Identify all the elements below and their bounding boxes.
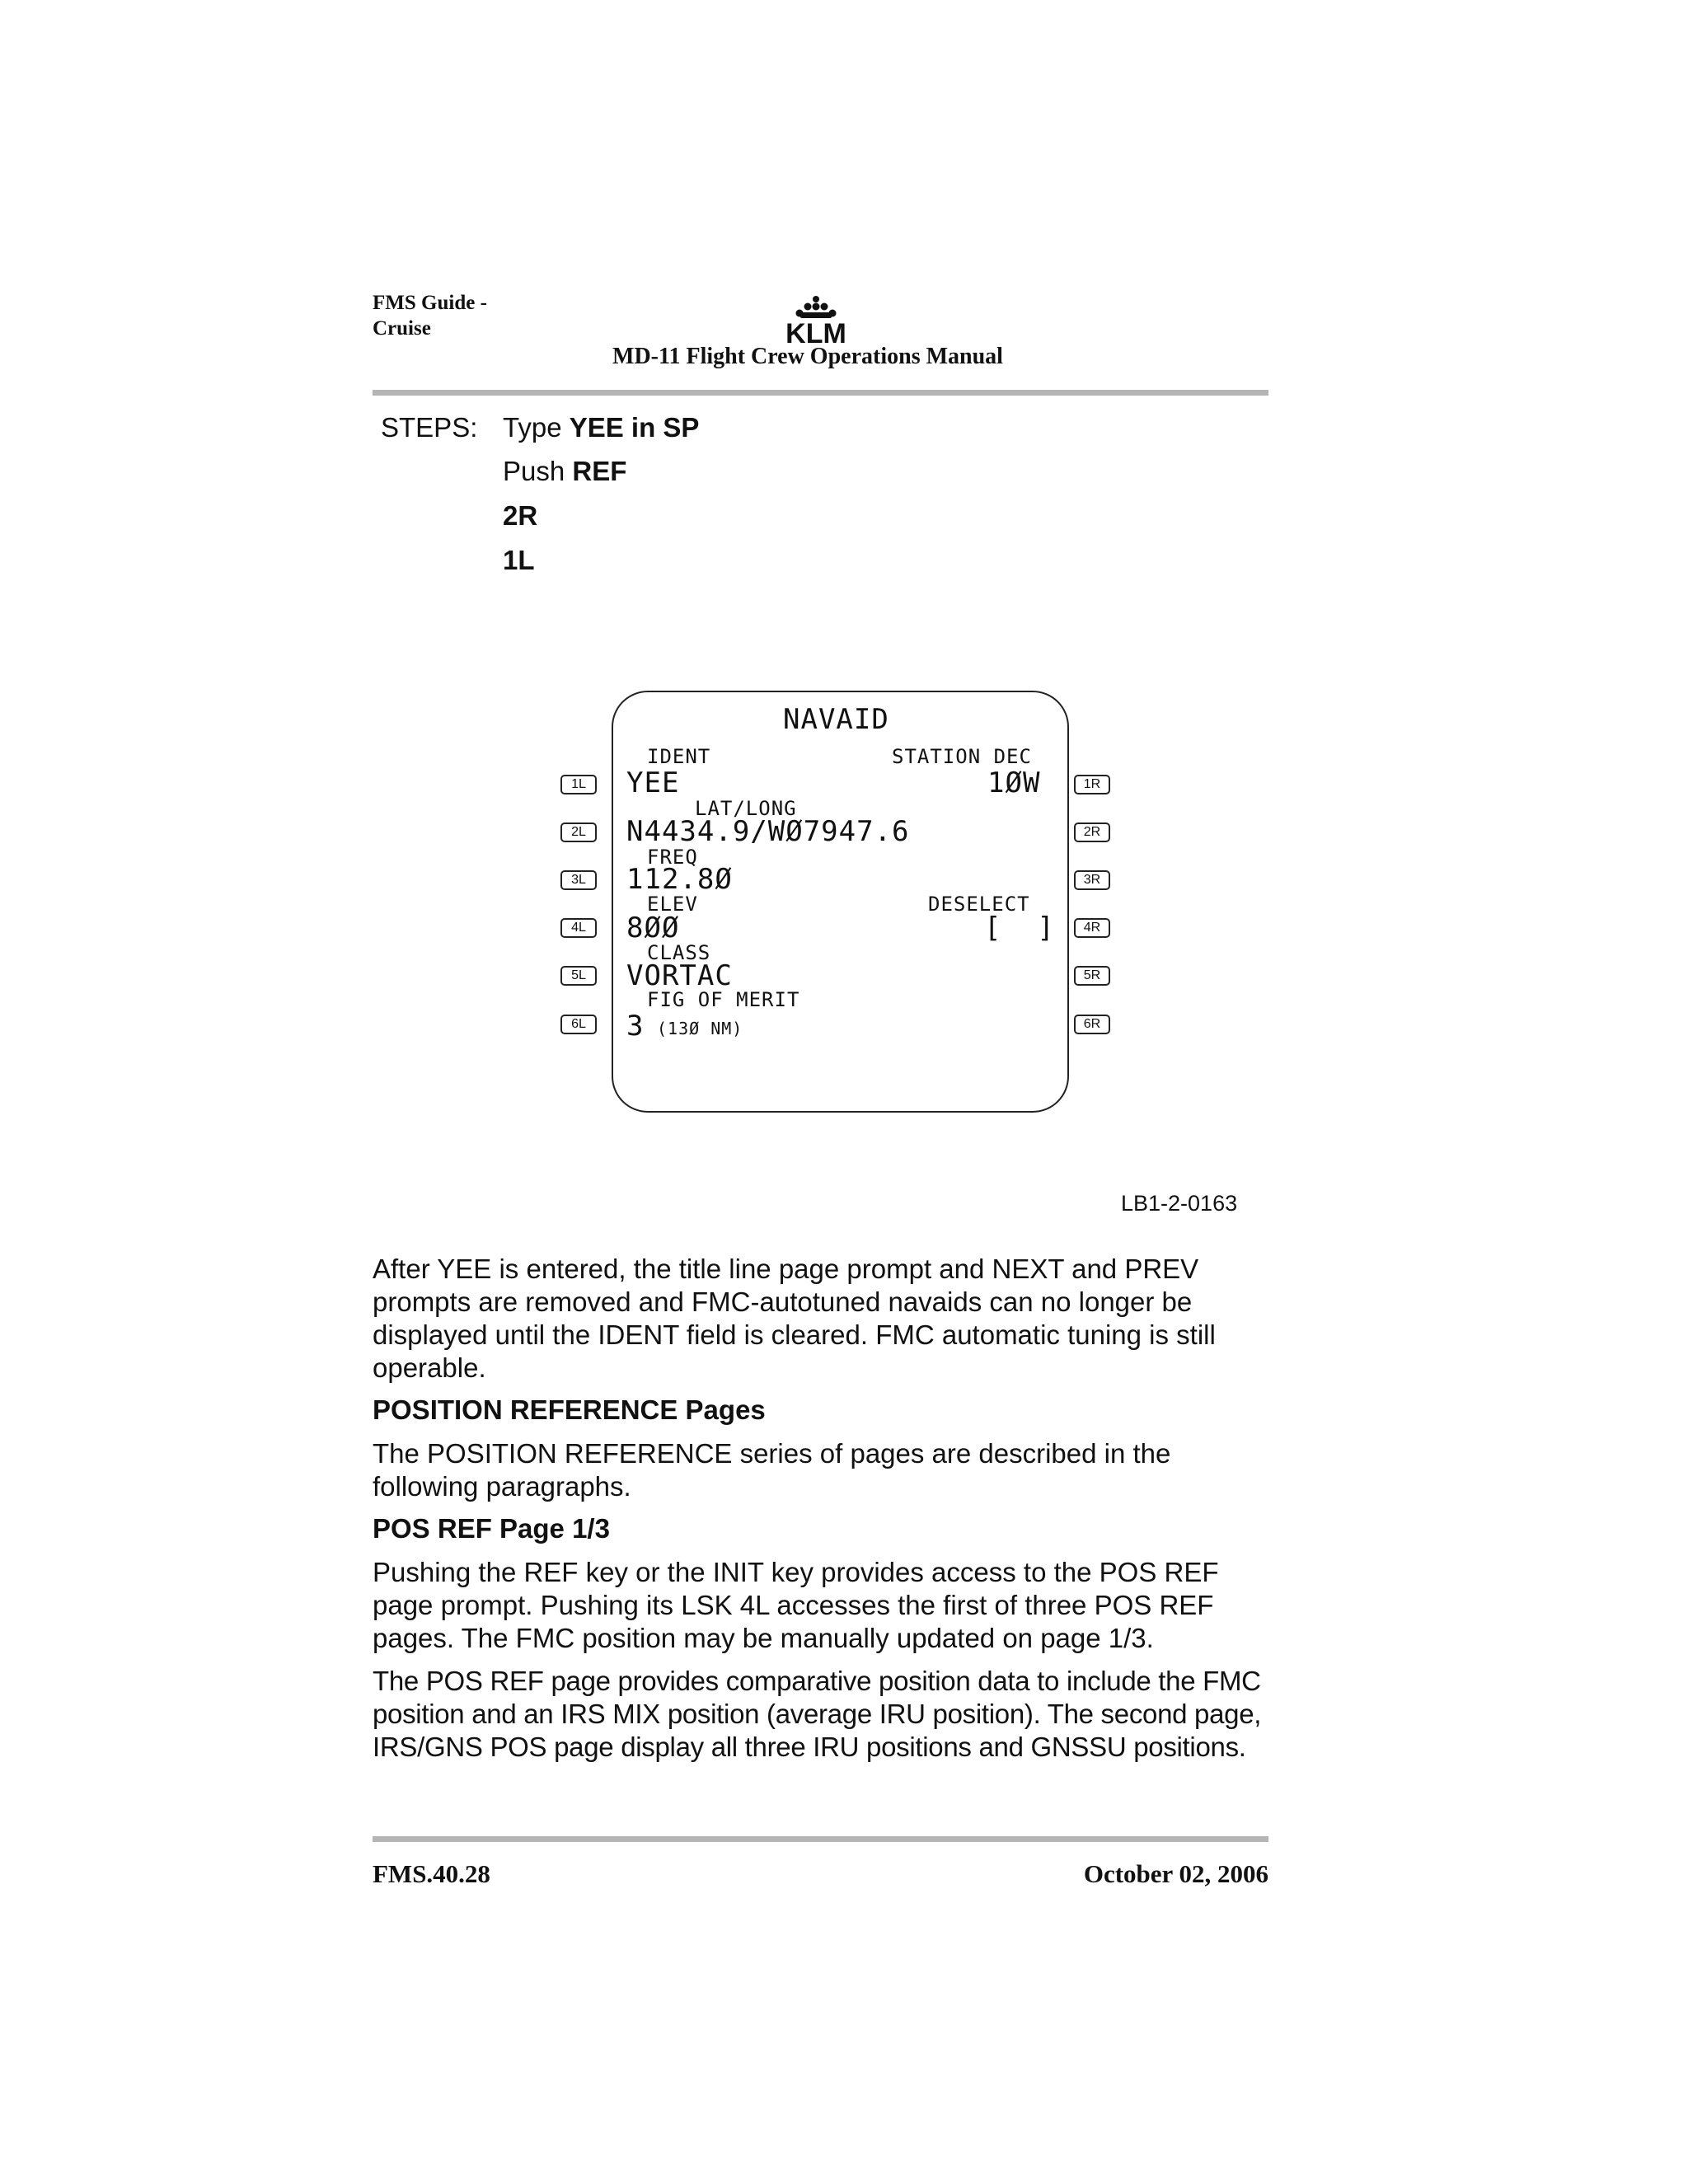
latlong-value: N4434.9/WØ7947.6 bbox=[626, 815, 910, 848]
freq-value: 112.8Ø bbox=[626, 863, 733, 896]
step-1-prefix: Type bbox=[503, 412, 570, 443]
elev-value: 8ØØ bbox=[626, 912, 680, 944]
paragraph-yee-entered: After YEE is entered, the title line page prompt and NEXT and PREV prompts are removed and FMC-autotuned navaids can no longer be displayed until the IDENT field is cleared. FMC automatic tuning is still operable. bbox=[373, 1254, 1216, 1383]
fig-of-merit-range: (13Ø NM) bbox=[657, 1019, 743, 1038]
header-divider bbox=[373, 390, 1268, 396]
lsk-2l[interactable]: 2L bbox=[560, 823, 597, 842]
klm-logo-text: KLM bbox=[785, 318, 846, 346]
deselect-label: DESELECT bbox=[928, 893, 1030, 916]
klm-logo bbox=[771, 295, 861, 346]
step-3-key: 2R bbox=[503, 500, 538, 531]
footer-date: October 02, 2006 bbox=[1083, 1859, 1268, 1888]
step-1 bbox=[503, 412, 699, 443]
latlong-label: LAT/LONG bbox=[695, 797, 797, 820]
step-2 bbox=[503, 456, 626, 487]
figure-id: LB1-2-0163 bbox=[1121, 1191, 1238, 1216]
lsk-5l[interactable]: 5L bbox=[560, 966, 597, 986]
steps-label: STEPS: bbox=[381, 412, 478, 443]
class-value: VORTAC bbox=[626, 959, 733, 992]
lsk-1r[interactable]: 1R bbox=[1074, 775, 1110, 794]
paragraph-pos-ref-access: Pushing the REF key or the INIT key provides access to the POS REF page prompt. Pushing its LSK 4L accesses the first of three POS REF pages. The FMC position may be manually updated on page 1/3. bbox=[373, 1557, 1219, 1653]
lsk-4l[interactable]: 4L bbox=[560, 918, 597, 938]
lsk-2r[interactable]: 2R bbox=[1074, 823, 1110, 842]
heading-position-reference: POSITION REFERENCE Pages bbox=[373, 1394, 766, 1425]
manual-title: MD-11 Flight Crew Operations Manual bbox=[612, 344, 1003, 369]
step-4 bbox=[503, 545, 535, 576]
heading-pos-ref-page: POS REF Page 1/3 bbox=[373, 1513, 610, 1544]
station-dec-value: 1ØW bbox=[987, 766, 1041, 799]
header-section-title bbox=[373, 290, 487, 341]
klm-crown-icon bbox=[771, 295, 861, 346]
paragraph-position-reference: The POSITION REFERENCE series of pages are described in the following paragraphs. bbox=[373, 1438, 1171, 1502]
step-3 bbox=[503, 500, 537, 532]
fig-of-merit-label: FIG OF MERIT bbox=[647, 988, 800, 1011]
lsk-3l[interactable]: 3L bbox=[560, 870, 597, 890]
step-2-prefix: Push bbox=[503, 456, 573, 486]
deselect-field[interactable]: [ ] bbox=[984, 912, 1055, 944]
class-label: CLASS bbox=[647, 941, 711, 964]
footer-page-number: FMS.40.28 bbox=[373, 1859, 490, 1888]
header-section-line2: Cruise bbox=[373, 317, 431, 340]
lsk-4r[interactable]: 4R bbox=[1074, 918, 1110, 938]
step-1-key: YEE in SP bbox=[569, 412, 700, 443]
lsk-1l[interactable]: 1L bbox=[560, 775, 597, 794]
fig-of-merit-value: 3 bbox=[626, 1010, 645, 1043]
freq-label: FREQ bbox=[647, 846, 698, 869]
lsk-6r[interactable]: 6R bbox=[1074, 1015, 1110, 1034]
elev-label: ELEV bbox=[647, 893, 698, 916]
header-section-line1: FMS Guide - bbox=[373, 292, 487, 314]
lsk-5r[interactable]: 5R bbox=[1074, 966, 1110, 986]
lsk-3r[interactable]: 3R bbox=[1074, 870, 1110, 890]
paragraph-pos-ref-data: The POS REF page provides comparative position data to include the FMC position and an IRS MIX position (average IRU position). The second page, IRS/GNS POS page display all three IRU positions and GNSSU positions. bbox=[373, 1666, 1262, 1762]
station-dec-label: STATION DEC bbox=[892, 745, 1032, 768]
step-2-key: REF bbox=[572, 456, 627, 486]
mcdu-page-title: NAVAID bbox=[783, 703, 889, 736]
lsk-6l[interactable]: 6L bbox=[560, 1015, 597, 1034]
step-4-key: 1L bbox=[503, 545, 535, 575]
ident-value: YEE bbox=[626, 766, 680, 799]
ident-label: IDENT bbox=[647, 745, 711, 768]
footer-divider bbox=[373, 1836, 1268, 1842]
